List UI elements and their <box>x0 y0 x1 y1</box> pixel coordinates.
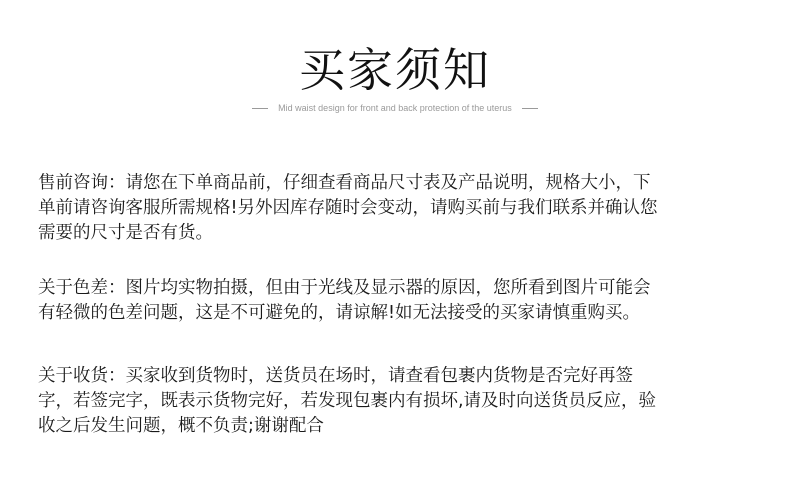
paragraph-line: 收之后发生问题，概不负责;谢谢配合 <box>38 416 324 436</box>
subtitle-row <box>0 100 790 116</box>
paragraph-line: 有轻微的色差问题，这是不可避免的，请谅解!如无法接受的买家请慎重购买。 <box>38 303 641 323</box>
paragraph-line: 关于色差：图片均实物拍摄，但由于光线及显示器的原因，您所看到图片可能会 <box>38 278 651 298</box>
paragraph-line: 关于收货：买家收到货物时，送货员在场时，请查看包裹内货物是否完好再签 <box>38 366 633 386</box>
receiving-goods-paragraph <box>38 364 754 439</box>
paragraph-line: 售前咨询：请您在下单商品前，仔细查看商品尺寸表及产品说明，规格大小，下 <box>38 173 651 193</box>
paragraph-line: 需要的尺寸是否有货。 <box>38 223 213 243</box>
page-subtitle: Mid waist design for front and back protection of the uterus <box>278 103 512 113</box>
paragraph-line: 单前请咨询客服所需规格!另外因库存随时会变动，请购买前与我们联系并确认您 <box>38 198 658 218</box>
subtitle-left-dash <box>252 108 268 109</box>
paragraph-line: 字，若签完字，既表示货物完好，若发现包裹内有损坏,请及时向送货员反应，验 <box>38 391 657 411</box>
pre-sale-consultation-paragraph <box>38 171 754 246</box>
page-title: 买家须知 <box>299 43 491 97</box>
color-difference-paragraph <box>38 276 754 326</box>
subtitle-right-dash <box>522 108 538 109</box>
